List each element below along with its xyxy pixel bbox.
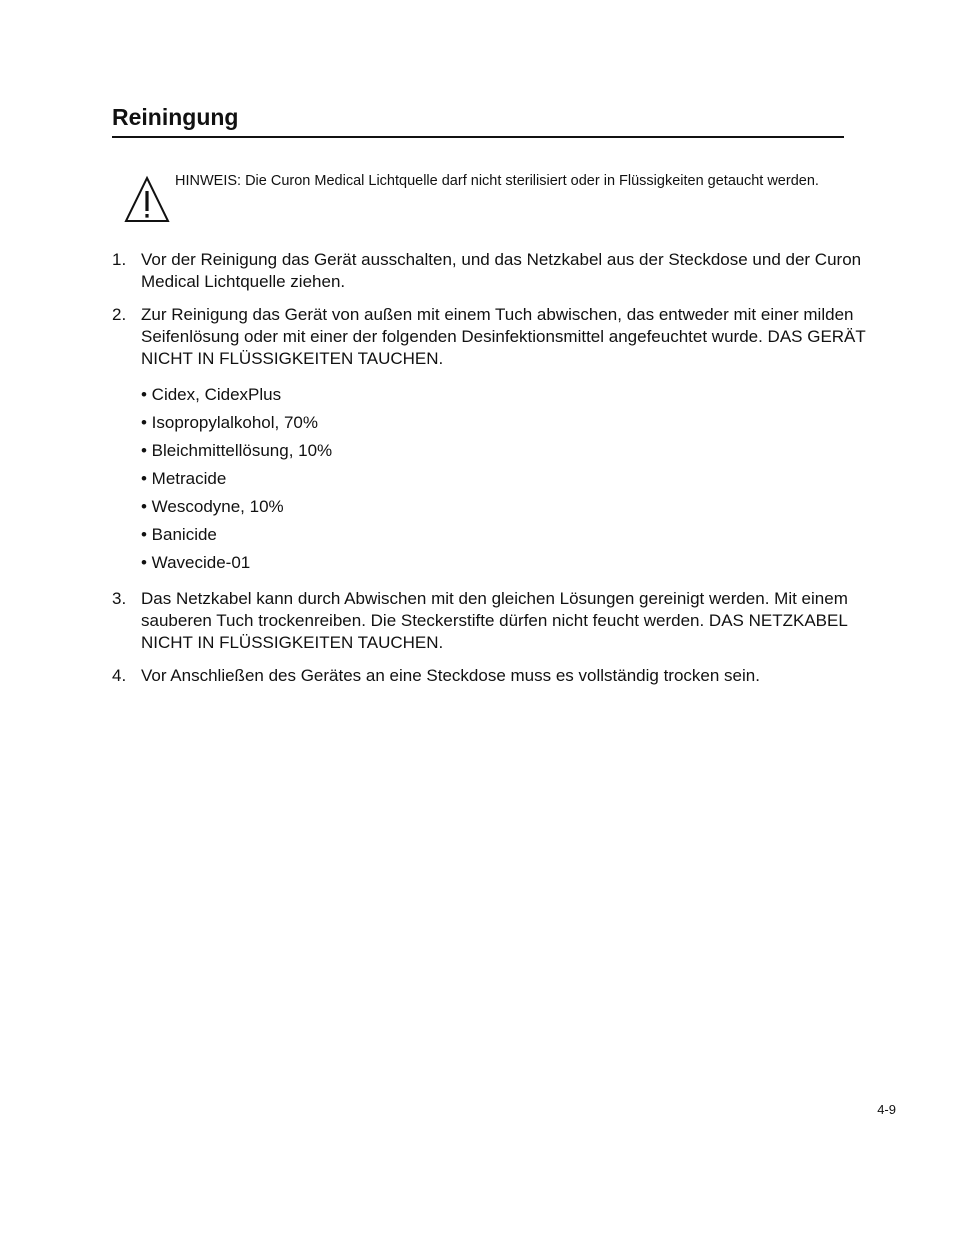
step-number: 2. [112,305,127,324]
list-item: • Cidex, CidexPlus [141,385,282,404]
step-item [112,304,902,577]
step-text: Das Netzkabel kann durch Abwischen mit den gleichen Lösungen gereinigt werden. Mit einem sauberen Tuch trockenreiben. Die Steckerstifte dürfen nicht feucht werden. DAS NETZKABEL NICHT IN FLÜSSIGKEITEN TAUCHEN. [141,589,848,652]
disinfectant-list [141,381,902,577]
page-title: Reiningung [112,104,239,130]
step-number: 3. [112,589,127,608]
step-text: Vor der Reinigung das Gerät ausschalten, und das Netzkabel aus der Steckdose und der Curon Medical Lichtquelle ziehen. [141,250,862,291]
warning-triangle-icon [124,175,170,223]
step-number: 4. [112,666,127,685]
list-item: • Metracide [141,469,227,488]
step-item [112,665,902,687]
list-item: • Wavecide-01 [141,553,251,572]
list-item: • Wescodyne, 10% [141,497,284,516]
cleaning-steps [112,249,902,698]
list-item: • Isopropylalkohol, 70% [141,413,318,432]
step-text: Zur Reinigung das Gerät von außen mit einem Tuch abwischen, das entweder mit einer milden Seifenlösung oder mit einer der folgenden Desinfektionsmittel angefeuchtet wurde. DAS GERÄT NICHT IN FLÜSSIGKEITEN TAUCHEN. [141,305,866,368]
page-number: 4-9 [877,1102,896,1117]
notice-text: HINWEIS: Die Curon Medical Lichtquelle darf nicht sterilisiert oder in Flüssigkeiten getaucht werden. [175,173,819,189]
step-number: 1. [112,250,127,269]
title-rule [112,136,844,138]
step-item [112,249,902,293]
list-item: • Banicide [141,525,217,544]
list-item: • Bleichmittellösung, 10% [141,441,333,460]
step-text: Vor Anschließen des Gerätes an eine Steckdose muss es vollständig trocken sein. [141,666,760,685]
step-item [112,588,902,654]
